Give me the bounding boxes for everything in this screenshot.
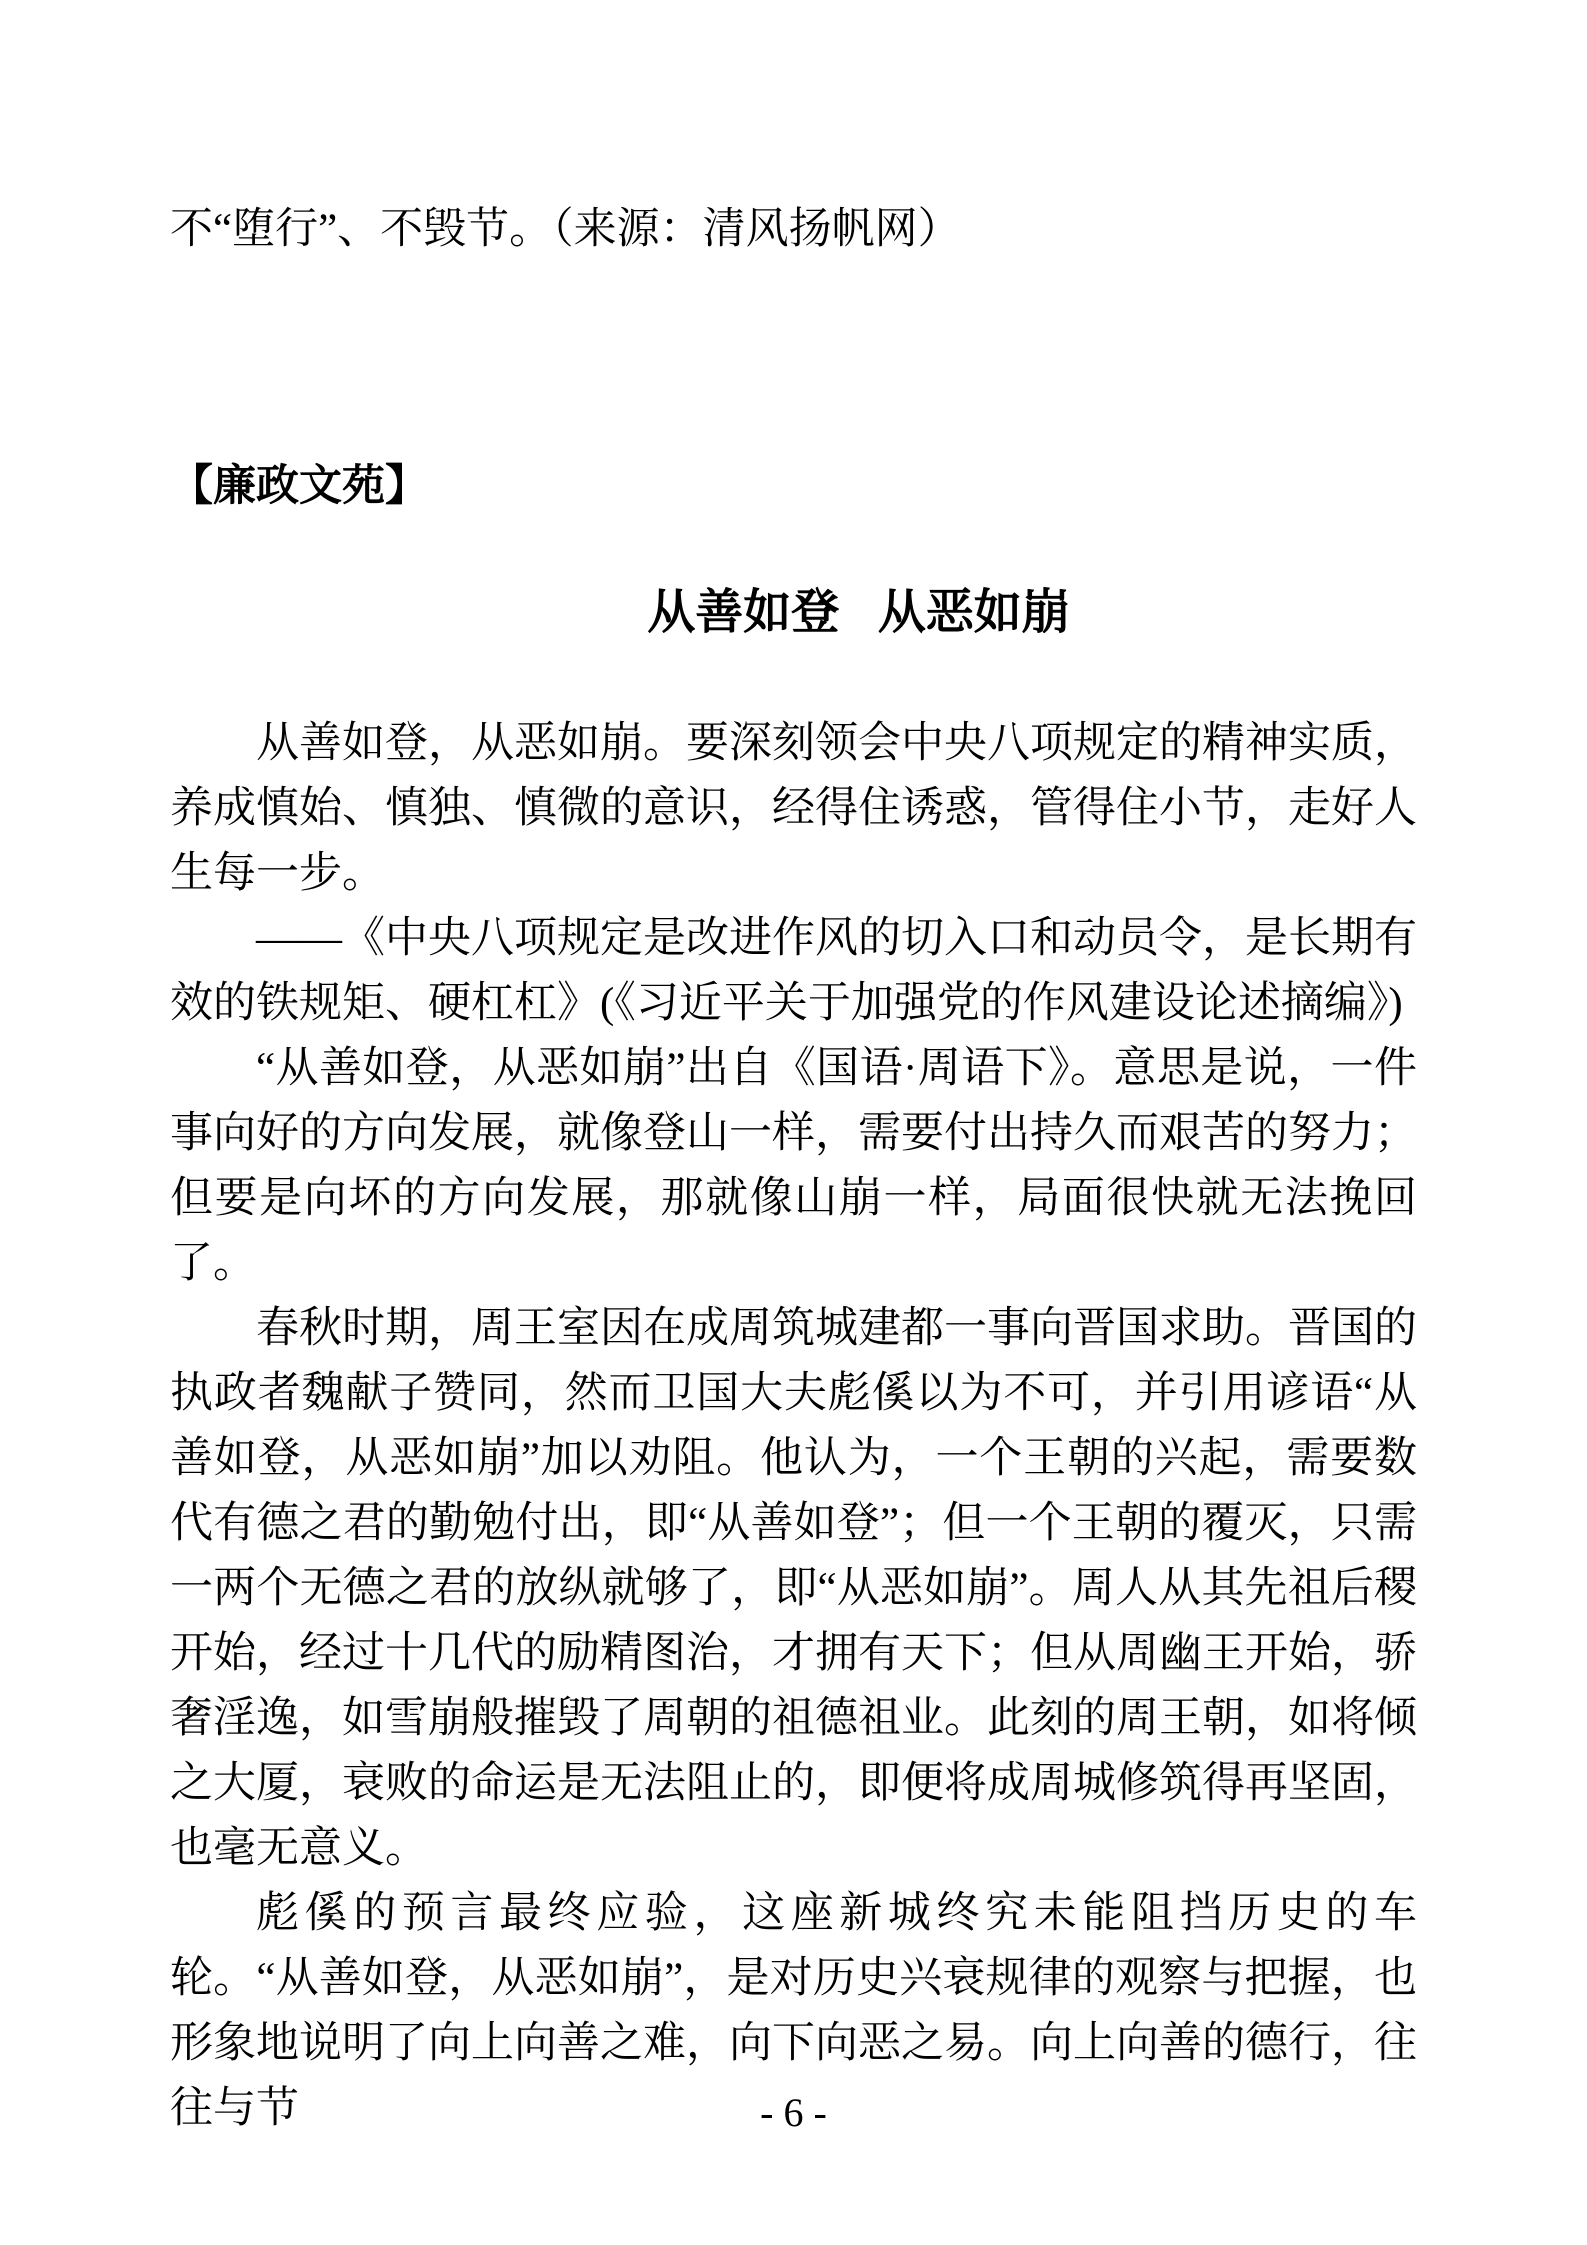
page-number: - 6 - (760, 2090, 827, 2135)
article-title: 从善如登 从恶如崩 (647, 586, 1070, 639)
article-paragraph: 从善如登，从恶如崩。要深刻领会中央八项规定的精神实质，养成慎始、慎独、慎微的意识，经得住诱惑，管得住小节，走好人生每一步。 (170, 720, 1417, 897)
text-column (170, 0, 1417, 2141)
article-paragraph: ——《中央八项规定是改进作风的切入口和动员令，是长期有效的铁规矩、硬杠杠》(《习近平关于加强党的作风建设论述摘编》) (170, 915, 1417, 1027)
article-paragraph: 彪傒的预言最终应验，这座新城终究未能阻挡历史的车轮。“从善如登，从恶如崩”，是对历史兴衰规律的观察与把握，也形象地说明了向上向善之难，向下向恶之易。向上向善的德行，往往与节 (170, 1890, 1417, 2132)
article-paragraph: “从善如登，从恶如崩”出自《国语·周语下》。意思是说，一件事向好的方向发展，就像登山一样，需要付出持久而艰苦的努力；但要是向坏的方向发展，那就像山崩一样，局面很快就无法挽回了。 (170, 1045, 1417, 1287)
carryover-paragraph-tail: 不“堕行”、不毁节。（来源：清风扬帆网） (170, 206, 961, 253)
article-body (170, 711, 1417, 2141)
article-paragraph: 春秋时期，周王室因在成周筑城建都一事向晋国求助。晋国的执政者魏献子赞同，然而卫国大夫彪傒以为不可，并引用谚语“从善如登，从恶如崩”加以劝阻。他认为，一个王朝的兴起，需要数代有德之君的勤勉付出，即“从善如登”；但一个王朝的覆灭，只需一两个无德之君的放纵就够了，即“从恶如崩”。周人从其先祖后稷开始，经过十几代的励精图治，才拥有天下；但从周幽王开始，骄奢淫逸，如雪崩般摧毁了周朝的祖德祖业。此刻的周王朝，如将倾之大厦，衰败的命运是无法阻止的，即便将成周城修筑得再坚固，也毫无意义。 (170, 1305, 1417, 1872)
section-header: 【廉政文苑】 (170, 463, 428, 510)
